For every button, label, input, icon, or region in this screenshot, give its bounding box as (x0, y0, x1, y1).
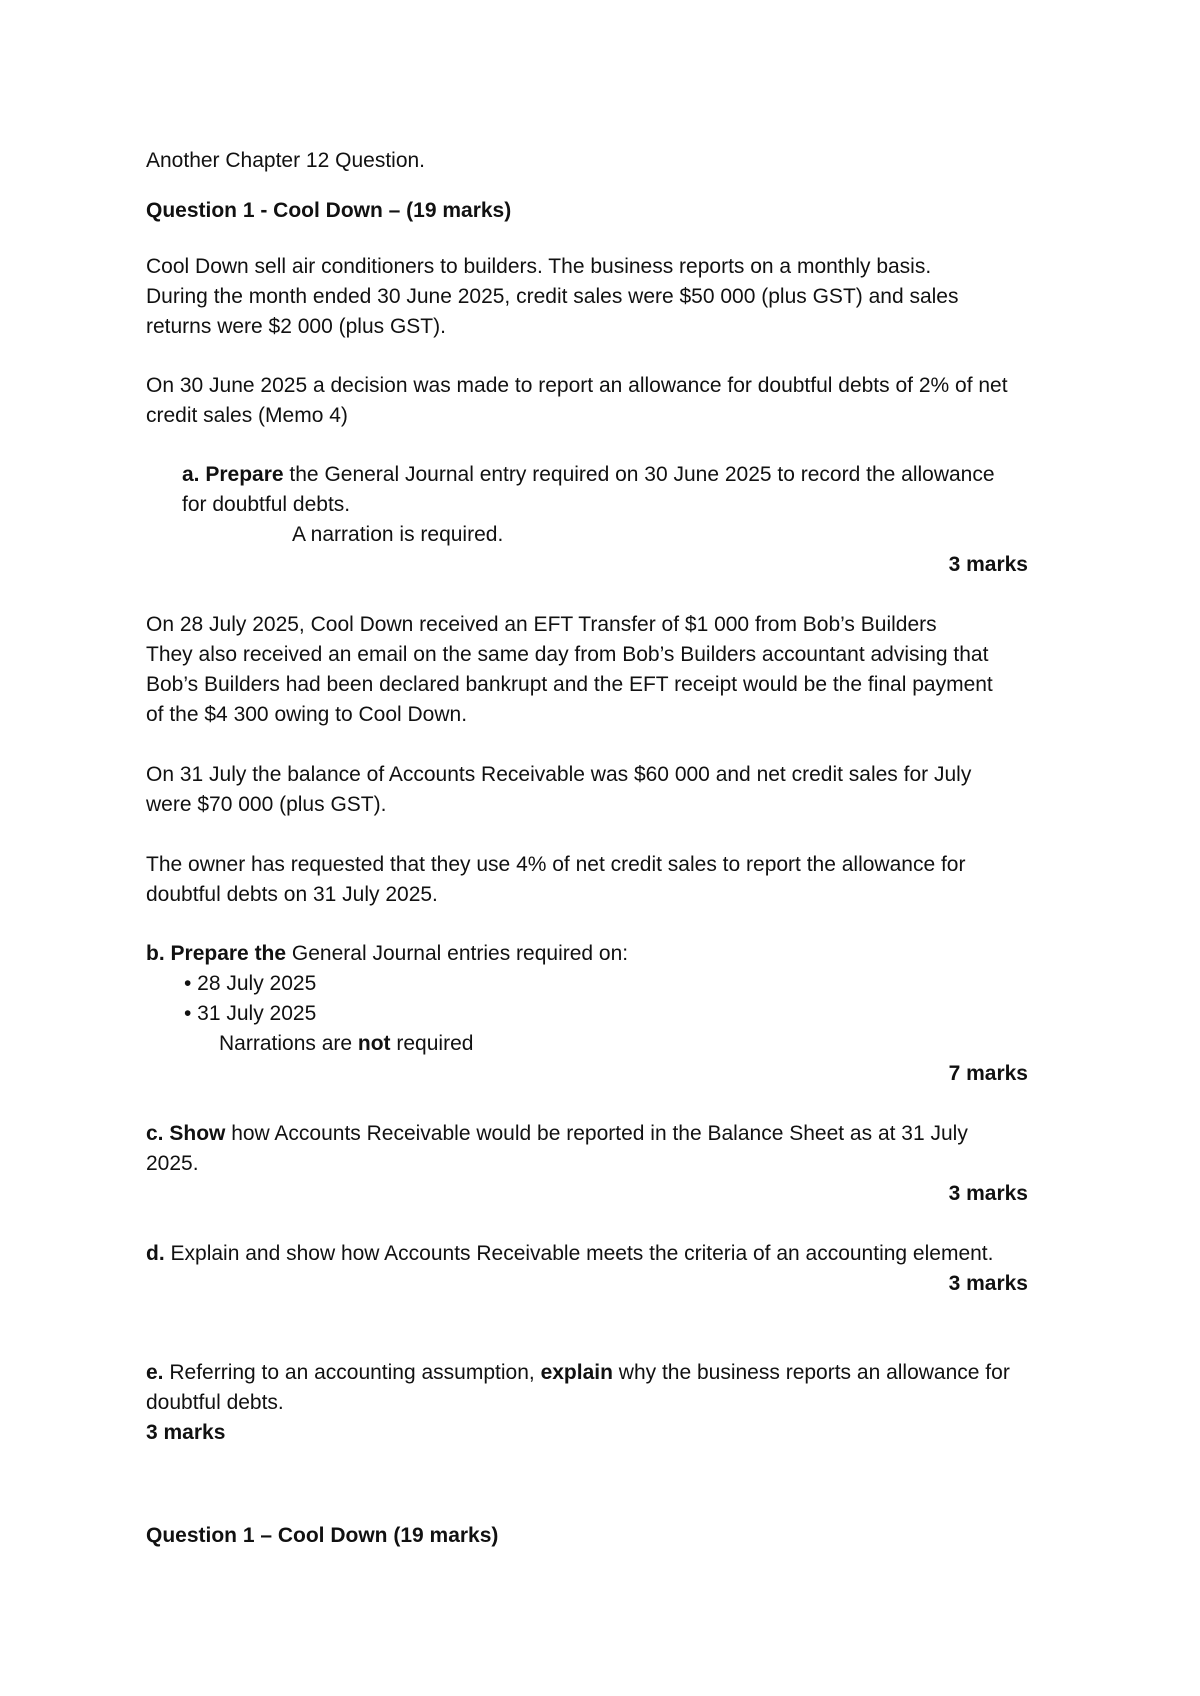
document-header: Another Chapter 12 Question. (146, 149, 426, 172)
part-a-label: a. (182, 463, 200, 486)
part-d-text: Explain and show how Accounts Receivable meets the criteria of an accounting element. (164, 1242, 994, 1265)
part-b-marks: 7 marks (948, 1062, 1028, 1085)
july-info-1-line-1: On 28 July 2025, Cool Down received an EFT Transfer of $1 000 from Bob’s Builders (146, 613, 937, 636)
part-e-line-1 (146, 1358, 1010, 1388)
part-a-line-1 (182, 460, 995, 490)
part-b-note-bold: not (357, 1032, 391, 1055)
part-c-text-1: how Accounts Receivable would be reported in the Balance Sheet as at 31 July (225, 1122, 968, 1145)
part-e-marks: 3 marks (146, 1421, 226, 1444)
part-d-line-1 (146, 1239, 993, 1269)
part-b-bullet-2: • 31 July 2025 (184, 1002, 317, 1025)
part-a-verb: Prepare (205, 463, 284, 486)
allowance-info-line-1: On 30 June 2025 a decision was made to report an allowance for doubtful debts of 2% of net (146, 374, 1008, 397)
intro-line-2: During the month ended 30 June 2025, credit sales were $50 000 (plus GST) and sales (146, 285, 959, 308)
part-e-text-post: why the business reports an allowance for (612, 1361, 1010, 1384)
part-a-marks: 3 marks (948, 553, 1028, 576)
part-e-verb: explain (540, 1361, 613, 1384)
part-c-line-1 (146, 1119, 968, 1149)
part-b-note (219, 1029, 473, 1059)
july-info-2-line-2: were $70 000 (plus GST). (146, 793, 387, 816)
part-d-label: d. (146, 1242, 165, 1265)
july-info-3-line-1: The owner has requested that they use 4% of net credit sales to report the allowance for (146, 853, 966, 876)
part-c-marks: 3 marks (948, 1182, 1028, 1205)
part-a-line-2: for doubtful debts. (182, 493, 351, 516)
part-e-text-pre: Referring to an accounting assumption, (163, 1361, 541, 1384)
part-d-marks: 3 marks (948, 1272, 1028, 1295)
question-title: Question 1 - Cool Down – (19 marks) (146, 199, 512, 222)
footer-question-title: Question 1 – Cool Down (19 marks) (146, 1524, 499, 1547)
part-b-label: b. (146, 942, 165, 965)
july-info-1-line-2: They also received an email on the same day from Bob’s Builders accountant advising that (146, 643, 989, 666)
july-info-1-line-4: of the $4 300 owing to Cool Down. (146, 703, 468, 726)
part-b-note-pre: Narrations are (219, 1032, 358, 1055)
july-info-3-line-2: doubtful debts on 31 July 2025. (146, 883, 438, 906)
intro-line-1: Cool Down sell air conditioners to builders. The business reports on a monthly basis. (146, 255, 932, 278)
part-c-label: c. (146, 1122, 164, 1145)
part-a-text-1: the General Journal entry required on 30 June 2025 to record the allowance (283, 463, 995, 486)
part-e-label: e. (146, 1361, 164, 1384)
part-b-bullet-1: • 28 July 2025 (184, 972, 317, 995)
part-b-verb: Prepare the (170, 942, 287, 965)
part-b-text: General Journal entries required on: (286, 942, 629, 965)
part-c-line-2: 2025. (146, 1152, 199, 1175)
part-c-verb: Show (169, 1122, 226, 1145)
intro-line-3: returns were $2 000 (plus GST). (146, 315, 446, 338)
allowance-info-line-2: credit sales (Memo 4) (146, 404, 348, 427)
part-e-line-2: doubtful debts. (146, 1391, 284, 1414)
part-a-note: A narration is required. (292, 523, 504, 546)
july-info-1-line-3: Bob’s Builders had been declared bankrupt and the EFT receipt would be the final payment (146, 673, 993, 696)
part-b-note-post: required (390, 1032, 474, 1055)
july-info-2-line-1: On 31 July the balance of Accounts Receivable was $60 000 and net credit sales for July (146, 763, 972, 786)
part-b-line-1 (146, 939, 628, 969)
